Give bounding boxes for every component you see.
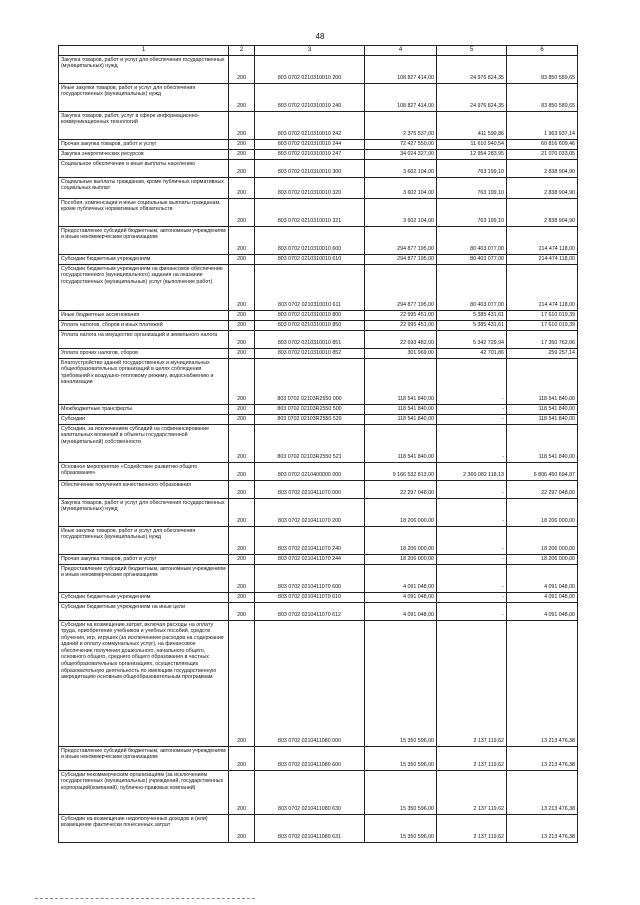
row-code: 200 [229,565,255,593]
row-code: 200 [229,150,255,160]
approved-amount: 4 091 048,00 [365,593,437,603]
unexecuted-amount: 259 257,14 [507,349,578,359]
row-code: 200 [229,593,255,603]
unexecuted-amount: 83 850 589,65 [507,84,578,112]
row-name: Субсидии на возмещение затрат, включая расходы на оплату труда, приобретение учебников и учебных пособий, средств обучения, игр, игрушек (за исключением расходов на содержание зданий и оплату коммунальных услуг), на финансовое обеспечение получения дошкольного, начального общего, основного общего, среднего общего образования в частных общеобразовательных организациях, осуществляющих образовательную деятельность по имеющим государственную аккредитацию основным общеобразовательным программам [59,621,229,747]
unexecuted-amount: 214 474 118,00 [507,255,578,265]
table-row [59,499,578,527]
row-code: 200 [229,425,255,463]
table-row [59,331,578,349]
row-name: Иные закупки товаров, работ и услуг для обеспечения государственных (муниципальных) нужд [59,84,229,112]
row-name: Прочая закупка товаров, работ и услуг [59,555,229,565]
table-row [59,359,578,405]
column-header: 6 [507,46,578,56]
executed-amount: - [437,481,507,499]
budget-classification-code: 803 0702 0210411070 200 [255,499,365,527]
row-name: Социальные выплаты гражданам, кроме публичных нормативных социальных выплат [59,178,229,199]
executed-amount: 2 137 119,62 [437,771,507,815]
row-code: 200 [229,178,255,199]
executed-amount: 411 599,86 [437,112,507,140]
row-code: 200 [229,499,255,527]
row-code: 200 [229,160,255,178]
row-name: Субсидии бюджетным учреждениям на финансовое обеспечение государственного (муниципального) задания на оказание государственных (муниципальных) услуг (выполнение работ) [59,265,229,311]
table-row [59,425,578,463]
executed-amount: - [437,603,507,621]
unexecuted-amount: 4 091 048,00 [507,593,578,603]
executed-amount: - [437,415,507,425]
unexecuted-amount: 4 091 048,00 [507,565,578,593]
row-code: 200 [229,815,255,843]
approved-amount: 294 877 195,00 [365,255,437,265]
budget-classification-code: 803 0702 0210411070 000 [255,481,365,499]
approved-amount: 4 091 048,00 [365,603,437,621]
executed-amount: 5 385 431,61 [437,321,507,331]
row-name: Уплата налогов, сборов и иных платежей [59,321,229,331]
row-name: Закупка энергетических ресурсов [59,150,229,160]
row-code: 200 [229,265,255,311]
table-row [59,150,578,160]
executed-amount: - [437,593,507,603]
row-name: Прочая закупка товаров, работ и услуг [59,140,229,150]
row-name: Субсидии, за исключением субсидий на софинансирование капитальных вложений в объекты государственной (муниципальной) собственности [59,425,229,463]
unexecuted-amount: 118 541 840,00 [507,405,578,415]
approved-amount: 118 541 840,00 [365,405,437,415]
budget-classification-code: 803 0702 0210310010 852 [255,349,365,359]
executed-amount: 2 360 082 118,13 [437,463,507,481]
executed-amount: 763 199,10 [437,160,507,178]
budget-classification-code: 803 0702 0210310010 200 [255,56,365,84]
row-name: Межбюджетные трансферты [59,405,229,415]
row-name: Субсидии на возмещение недополученных доходов и (или) возмещение фактически понесенных затрат [59,815,229,843]
executed-amount: 42 701,86 [437,349,507,359]
column-header: 5 [437,46,507,56]
unexecuted-amount: 18 206 000,00 [507,555,578,565]
budget-classification-code: 803 0702 0210411080 630 [255,771,365,815]
budget-classification-code: 803 0702 02103R2550 521 [255,425,365,463]
executed-amount: 2 137 119,62 [437,747,507,771]
approved-amount: 294 877 195,00 [365,227,437,255]
approved-amount: 15 350 596,00 [365,771,437,815]
budget-classification-code: 803 0702 0210310010 321 [255,199,365,227]
approved-amount: 3 602 104,00 [365,178,437,199]
budget-classification-code: 803 0702 0210310010 244 [255,140,365,150]
budget-classification-code: 803 0702 0210310010 300 [255,160,365,178]
row-code: 200 [229,359,255,405]
executed-amount: 763 199,10 [437,199,507,227]
budget-classification-code: 803 0702 0210310010 610 [255,255,365,265]
table-row [59,463,578,481]
unexecuted-amount: 118 541 840,00 [507,425,578,463]
table-row [59,415,578,425]
approved-amount: 2 375 537,00 [365,112,437,140]
row-name: Субсидии бюджетным учреждениям на иные цели [59,603,229,621]
budget-classification-code: 803 0702 02103R2550 520 [255,415,365,425]
budget-classification-code: 803 0702 0210411080 631 [255,815,365,843]
unexecuted-amount: 83 850 589,65 [507,56,578,84]
table-row [59,747,578,771]
approved-amount: 294 877 195,00 [365,265,437,311]
row-name: Благоустройство зданий государственных и муниципальных общеобразовательных организаций в целях соблюдения требований к воздушно-тепловому режиму, водоснабжению и канализации [59,359,229,405]
row-code: 200 [229,255,255,265]
approved-amount: 18 206 000,00 [365,555,437,565]
row-name: Иные закупки товаров, работ и услуг для обеспечения государственных (муниципальных) нужд [59,527,229,555]
row-name: Закупка товаров, работ и услуг для обеспечения государственных (муниципальных) нужд [59,56,229,84]
unexecuted-amount: 6 806 450 694,87 [507,463,578,481]
unexecuted-amount: 13 213 476,38 [507,771,578,815]
budget-classification-code: 803 0702 0210310010 611 [255,265,365,311]
approved-amount: 3 602 104,00 [365,160,437,178]
table-row [59,621,578,747]
unexecuted-amount: 18 206 000,00 [507,499,578,527]
executed-amount: - [437,405,507,415]
page-number: 48 [315,32,325,41]
unexecuted-amount: 18 206 000,00 [507,527,578,555]
table-row [59,140,578,150]
unexecuted-amount: 17 610 019,39 [507,321,578,331]
row-name: Субсидии бюджетным учреждениям [59,593,229,603]
row-code: 200 [229,415,255,425]
approved-amount: 108 827 414,00 [365,84,437,112]
unexecuted-amount: 118 541 840,00 [507,359,578,405]
executed-amount: - [437,425,507,463]
approved-amount: 15 350 596,00 [365,621,437,747]
unexecuted-amount: 118 541 840,00 [507,415,578,425]
row-code: 200 [229,56,255,84]
table-row [59,405,578,415]
executed-amount: - [437,359,507,405]
approved-amount: 3 602 104,00 [365,199,437,227]
budget-classification-code: 803 0702 0210411070 600 [255,565,365,593]
executed-amount: - [437,499,507,527]
budget-classification-code: 803 0702 0210310010 320 [255,178,365,199]
row-code: 200 [229,603,255,621]
footer-rule [35,898,255,899]
unexecuted-amount: 13 213 476,38 [507,621,578,747]
row-name: Уплата налога на имущество организаций и земельного налога [59,331,229,349]
approved-amount: 4 091 048,00 [365,565,437,593]
row-code: 200 [229,321,255,331]
budget-classification-code: 803 0702 0210411070 612 [255,603,365,621]
table-row [59,255,578,265]
unexecuted-amount: 2 838 904,90 [507,178,578,199]
row-code: 200 [229,527,255,555]
row-name: Предоставление субсидий бюджетным, автономным учреждениям и иным некоммерческим организациям [59,565,229,593]
approved-amount: 18 206 000,00 [365,499,437,527]
approved-amount: 22 297 048,00 [365,481,437,499]
approved-amount: 9 166 532 813,00 [365,463,437,481]
row-code: 200 [229,771,255,815]
row-code: 200 [229,747,255,771]
budget-classification-code: 803 0702 0210411070 244 [255,555,365,565]
executed-amount: 11 610 940,54 [437,140,507,150]
budget-execution-table [58,45,578,843]
table-row [59,593,578,603]
table-body [59,46,578,843]
budget-classification-code: 803 0702 0210310010 851 [255,331,365,349]
column-header: 2 [229,46,255,56]
executed-amount: 763 199,10 [437,178,507,199]
row-code: 200 [229,84,255,112]
approved-amount: 108 827 414,00 [365,56,437,84]
unexecuted-amount: 2 838 904,90 [507,160,578,178]
column-number-row [59,46,578,56]
budget-classification-code: 803 0702 0210411080 600 [255,747,365,771]
unexecuted-amount: 4 091 048,00 [507,603,578,621]
row-name: Обеспечение получения качественного образования [59,481,229,499]
budget-classification-code: 803 0702 0210400000 000 [255,463,365,481]
table-row [59,265,578,311]
row-code: 200 [229,463,255,481]
executed-amount: 80 403 077,00 [437,265,507,311]
row-name: Предоставление субсидий бюджетным, автономным учреждениям и иным некоммерческим организациям [59,227,229,255]
row-code: 200 [229,112,255,140]
unexecuted-amount: 13 213 476,38 [507,815,578,843]
column-header: 4 [365,46,437,56]
table-row [59,311,578,321]
unexecuted-amount: 21 070 033,05 [507,150,578,160]
row-code: 200 [229,349,255,359]
executed-amount: 5 385 431,61 [437,311,507,321]
budget-classification-code: 803 0702 0210310010 242 [255,112,365,140]
executed-amount: 24 976 824,35 [437,56,507,84]
budget-classification-code: 803 0702 0210411070 610 [255,593,365,603]
executed-amount: - [437,565,507,593]
column-header: 1 [59,46,229,56]
row-name: Основное мероприятие «Содействие развитию общего образования» [59,463,229,481]
approved-amount: 15 350 596,00 [365,815,437,843]
table-row [59,56,578,84]
budget-classification-code: 803 0702 0210310010 247 [255,150,365,160]
table-row [59,84,578,112]
table-row [59,555,578,565]
row-name: Уплата прочих налогов, сборов [59,349,229,359]
row-name: Субсидии [59,415,229,425]
executed-amount: 24 976 824,35 [437,84,507,112]
row-code: 200 [229,311,255,321]
unexecuted-amount: 17 610 019,39 [507,311,578,321]
table-row [59,603,578,621]
executed-amount: 2 137 119,62 [437,621,507,747]
table-row [59,199,578,227]
table-row [59,815,578,843]
row-code: 200 [229,199,255,227]
row-code: 200 [229,405,255,415]
row-name: Социальное обеспечение и иные выплаты населению [59,160,229,178]
row-code: 200 [229,555,255,565]
table-row [59,321,578,331]
table-row [59,160,578,178]
approved-amount: 18 206 000,00 [365,527,437,555]
budget-classification-code: 803 0702 0210411070 240 [255,527,365,555]
row-code: 200 [229,140,255,150]
table-row [59,771,578,815]
row-name: Предоставление субсидий бюджетным, автономным учреждениям и иным некоммерческим организациям [59,747,229,771]
executed-amount: 12 954 283,95 [437,150,507,160]
unexecuted-amount: 22 297 048,00 [507,481,578,499]
table-row [59,112,578,140]
executed-amount: 80 403 077,00 [437,227,507,255]
unexecuted-amount: 13 213 476,38 [507,747,578,771]
table-row [59,349,578,359]
executed-amount: 80 403 077,00 [437,255,507,265]
row-code: 200 [229,331,255,349]
unexecuted-amount: 2 838 904,90 [507,199,578,227]
budget-classification-code: 803 0702 0210310010 600 [255,227,365,255]
executed-amount: - [437,555,507,565]
approved-amount: 22 693 482,00 [365,331,437,349]
approved-amount: 72 427 550,00 [365,140,437,150]
row-code: 200 [229,227,255,255]
row-code: 200 [229,621,255,747]
approved-amount: 22 995 451,00 [365,321,437,331]
table-row [59,565,578,593]
approved-amount: 118 541 840,00 [365,415,437,425]
unexecuted-amount: 60 816 609,46 [507,140,578,150]
row-name: Закупка товаров, работ и услуг для обеспечения государственных (муниципальных) нужд [59,499,229,527]
table-row [59,481,578,499]
executed-amount: - [437,527,507,555]
executed-amount: 2 137 119,62 [437,815,507,843]
unexecuted-amount: 214 474 118,00 [507,265,578,311]
executed-amount: 5 342 729,94 [437,331,507,349]
row-name: Пособия, компенсации и иные социальные выплаты гражданам, кроме публичных нормативных обязательств [59,199,229,227]
approved-amount: 118 541 840,00 [365,359,437,405]
column-header: 3 [255,46,365,56]
table-row [59,227,578,255]
unexecuted-amount: 17 350 762,06 [507,331,578,349]
approved-amount: 301 969,00 [365,349,437,359]
approved-amount: 15 350 596,00 [365,747,437,771]
table-row [59,527,578,555]
approved-amount: 22 995 451,00 [365,311,437,321]
approved-amount: 118 541 840,00 [365,425,437,463]
table-row [59,178,578,199]
row-name: Иные бюджетные ассигнования [59,311,229,321]
row-name: Субсидии бюджетным учреждениям [59,255,229,265]
row-name: Закупка товаров, работ, услуг в сфере информационно-коммуникационных технологий [59,112,229,140]
budget-classification-code: 803 0702 0210310010 850 [255,321,365,331]
row-code: 200 [229,481,255,499]
unexecuted-amount: 1 963 937,14 [507,112,578,140]
approved-amount: 34 024 327,00 [365,150,437,160]
row-name: Субсидии некоммерческим организациям (за исключением государственных (муниципальных) учреждений, государственных корпораций(компаний), публично-правовых компаний) [59,771,229,815]
budget-classification-code: 803 0702 0210310010 800 [255,311,365,321]
budget-classification-code: 803 0702 02103R2550 500 [255,405,365,415]
budget-classification-code: 803 0702 02103R2550 000 [255,359,365,405]
unexecuted-amount: 214 474 118,00 [507,227,578,255]
budget-classification-code: 803 0702 0210310010 240 [255,84,365,112]
budget-classification-code: 803 0702 0210411080 000 [255,621,365,747]
